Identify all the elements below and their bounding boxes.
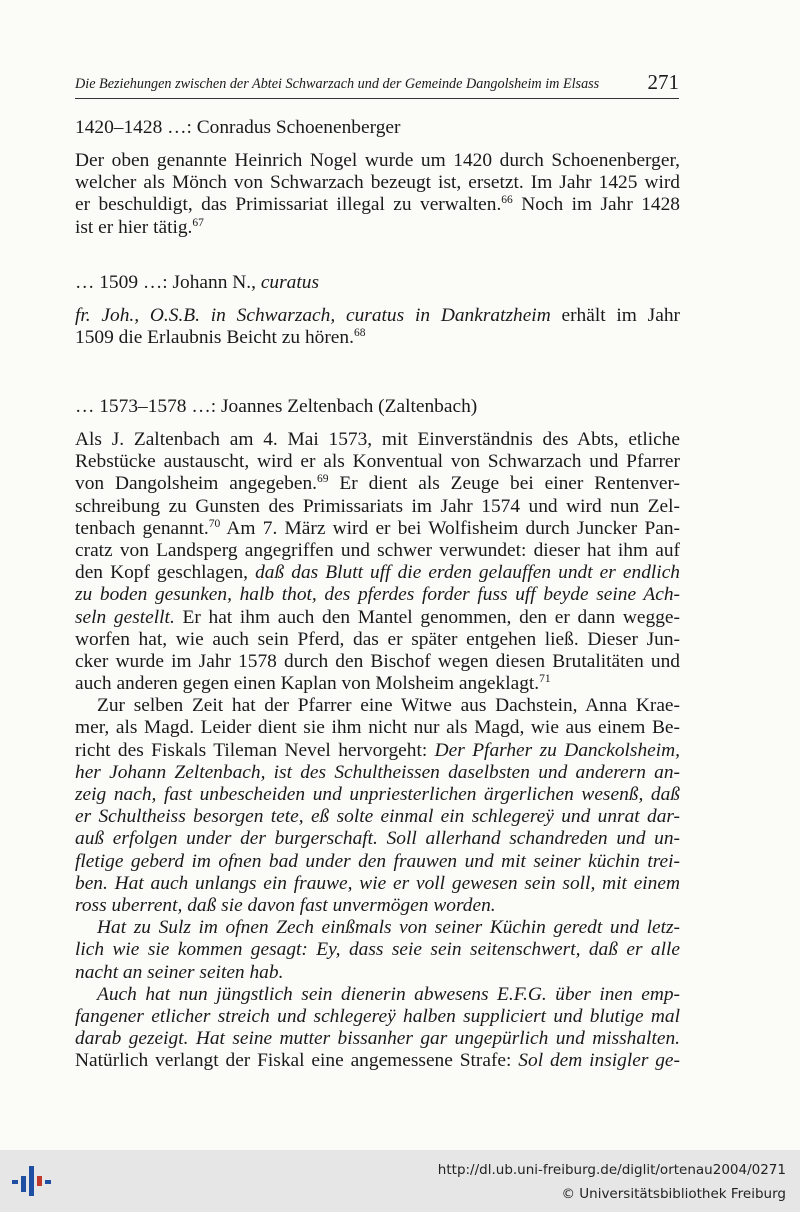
footnote-ref: 67 xyxy=(192,216,204,229)
footnote-ref: 69 xyxy=(317,473,329,486)
text-line: fr. Joh., O.S.B. in Schwarzach, curatus in Dankratzheim erhält im Jahr xyxy=(75,305,680,326)
section-heading-1: 1420–1428 …: Conradus Schoenenberger xyxy=(75,117,401,138)
source-url[interactable]: http://dl.ub.uni-freiburg.de/diglit/ortenau2004/0271 xyxy=(437,1162,786,1178)
text-line: den Kopf geschlagen, daß das Blutt uff die erden gelauffen undt er endlich xyxy=(75,562,680,584)
text-line: auch anderen gegen einen Kaplan von Molsheim angeklagt.$^{71}$ xyxy=(75,673,551,695)
text-line: ross uberrent, daß sie davon fast unvermögen worden. xyxy=(75,894,496,916)
text-line: Der oben genannte Heinrich Nogel wurde um 1420 durch Schoenenberger, xyxy=(75,150,680,171)
text-line: cratz von Landsperg angegriffen und schwer verwundet: dieser hat ihm auf xyxy=(75,539,680,561)
text-line: zu boden gesunken, halb thot, des pferdes forder fuss uff beyde seine Ach- xyxy=(75,584,680,606)
text-line: fletige geberd im ofnen bad under den frauwen und mit seiner küchin trei- xyxy=(75,850,680,872)
text-line: ist er hier tätig.$^{67}$ xyxy=(75,216,204,238)
text-line: tenbach genannt.$^{70}$ Am 7. März wird er bei Wolfisheim durch Juncker Pan- xyxy=(75,517,680,539)
text-line: nacht an seiner seiten hab. xyxy=(75,961,284,983)
text-line: Auch hat nun jüngstlich sein dienerin abwesens E.F.G. über inen emp- xyxy=(97,983,680,1005)
text-line: Als J. Zaltenbach am 4. Mai 1573, mit Einverständnis des Abts, etliche xyxy=(75,429,680,450)
text-line: her Johann Zeltenbach, ist des Schultheissen daselbsten und anderern an- xyxy=(75,761,680,783)
text-line: cker wurde im Jahr 1578 durch den Bischof wegen diesen Brutalitäten und xyxy=(75,650,680,672)
section-heading-2: … 1509 …: Johann N., curatus xyxy=(75,272,320,293)
footnote-ref: 66 xyxy=(501,194,513,207)
text-line: darab gezeigt. Hat seine mutter bissanher gar ungepürlich und misshalten. xyxy=(75,1028,680,1050)
text-line: Rebstücke austauscht, wird er als Konventual von Schwarzach und Pfarrer xyxy=(75,451,680,473)
footer-bar xyxy=(0,1150,800,1212)
section-3-body xyxy=(75,429,680,1072)
section-1-body xyxy=(75,150,680,239)
text-line: Natürlich verlangt der Fiskal eine angemessene Strafe: Sol dem insigler ge- xyxy=(75,1050,680,1072)
text-line: Zur selben Zeit hat der Pfarrer eine Witwe aus Dachstein, Anna Krae- xyxy=(97,695,680,717)
text-line: er Schultheiss besorgen tete, eß solte einmal ein schlegereÿ und unrat dar- xyxy=(75,806,680,828)
text-line: 1509 die Erlaubnis Beicht zu hören.$^{68}$ xyxy=(75,327,366,349)
page-number: 271 xyxy=(647,70,679,94)
text-line: fangener etlicher streich und schlegereÿ halben suppliciert und blutige mal xyxy=(75,1005,680,1027)
text-line: Hat zu Sulz im ofnen Zech einßmals von seiner Küchin geredt und letz- xyxy=(97,917,680,939)
section-heading-3: … 1573–1578 …: Joannes Zeltenbach (Zaltenbach) xyxy=(75,396,478,417)
running-header xyxy=(75,72,679,99)
ub-freiburg-logo-icon xyxy=(12,1164,52,1198)
text-line: mer, als Magd. Leider dient sie ihm nicht nur als Magd, wie aus einem Be- xyxy=(75,717,680,739)
text-line: er beschuldigt, das Primissariat illegal zu verwalten.$^{66}$ Noch im Jahr 1428 xyxy=(75,194,680,216)
text-line: von Dangolsheim angegeben.$^{69}$ Er dient als Zeuge bei einer Rentenver- xyxy=(75,473,680,495)
text-line: lich wie sie kommen gesagt: Ey, dass seie sein seitenschwert, daß er alle xyxy=(75,939,680,961)
text-line: welcher als Mönch von Schwarzach bezeugt ist, ersetzt. Im Jahr 1425 wird xyxy=(75,172,680,194)
text-line: schreibung zu Gunsten des Primissariats im Jahr 1574 und wird nun Zel- xyxy=(75,495,680,517)
running-title: Die Beziehungen zwischen der Abtei Schwarzach und der Gemeinde Dangolsheim im Elsass xyxy=(75,76,600,92)
text-line: worfen hat, wie auch sein Pferd, das er später entgehen ließ. Dieser Jun- xyxy=(75,628,680,650)
text-line: richt des Fiskals Tileman Nevel hervorgeht: Der Pfarher zu Danckolsheim, xyxy=(75,739,681,761)
text-line: zeig nach, fast unbescheiden und unpriesterlichen ärgerlichen wesenß, daß xyxy=(75,784,680,805)
footnote-ref: 71 xyxy=(539,673,551,686)
copyright-notice: © Universitätsbibliothek Freiburg xyxy=(561,1186,786,1202)
footnote-ref: 68 xyxy=(353,327,366,340)
text-line: auß erfolgen under der burgerschaft. Soll allerhand schandreden und un- xyxy=(75,828,680,850)
footnote-ref: 70 xyxy=(208,517,221,530)
text-line: ben. Hat auch unlangs ein frauwe, wie er voll gewesen sein soll, mit einem xyxy=(75,872,680,894)
text-line: seln gestellt. Er hat ihm auch den Mantel genommen, den er dann wegge- xyxy=(75,606,680,628)
section-2-body xyxy=(75,305,680,349)
